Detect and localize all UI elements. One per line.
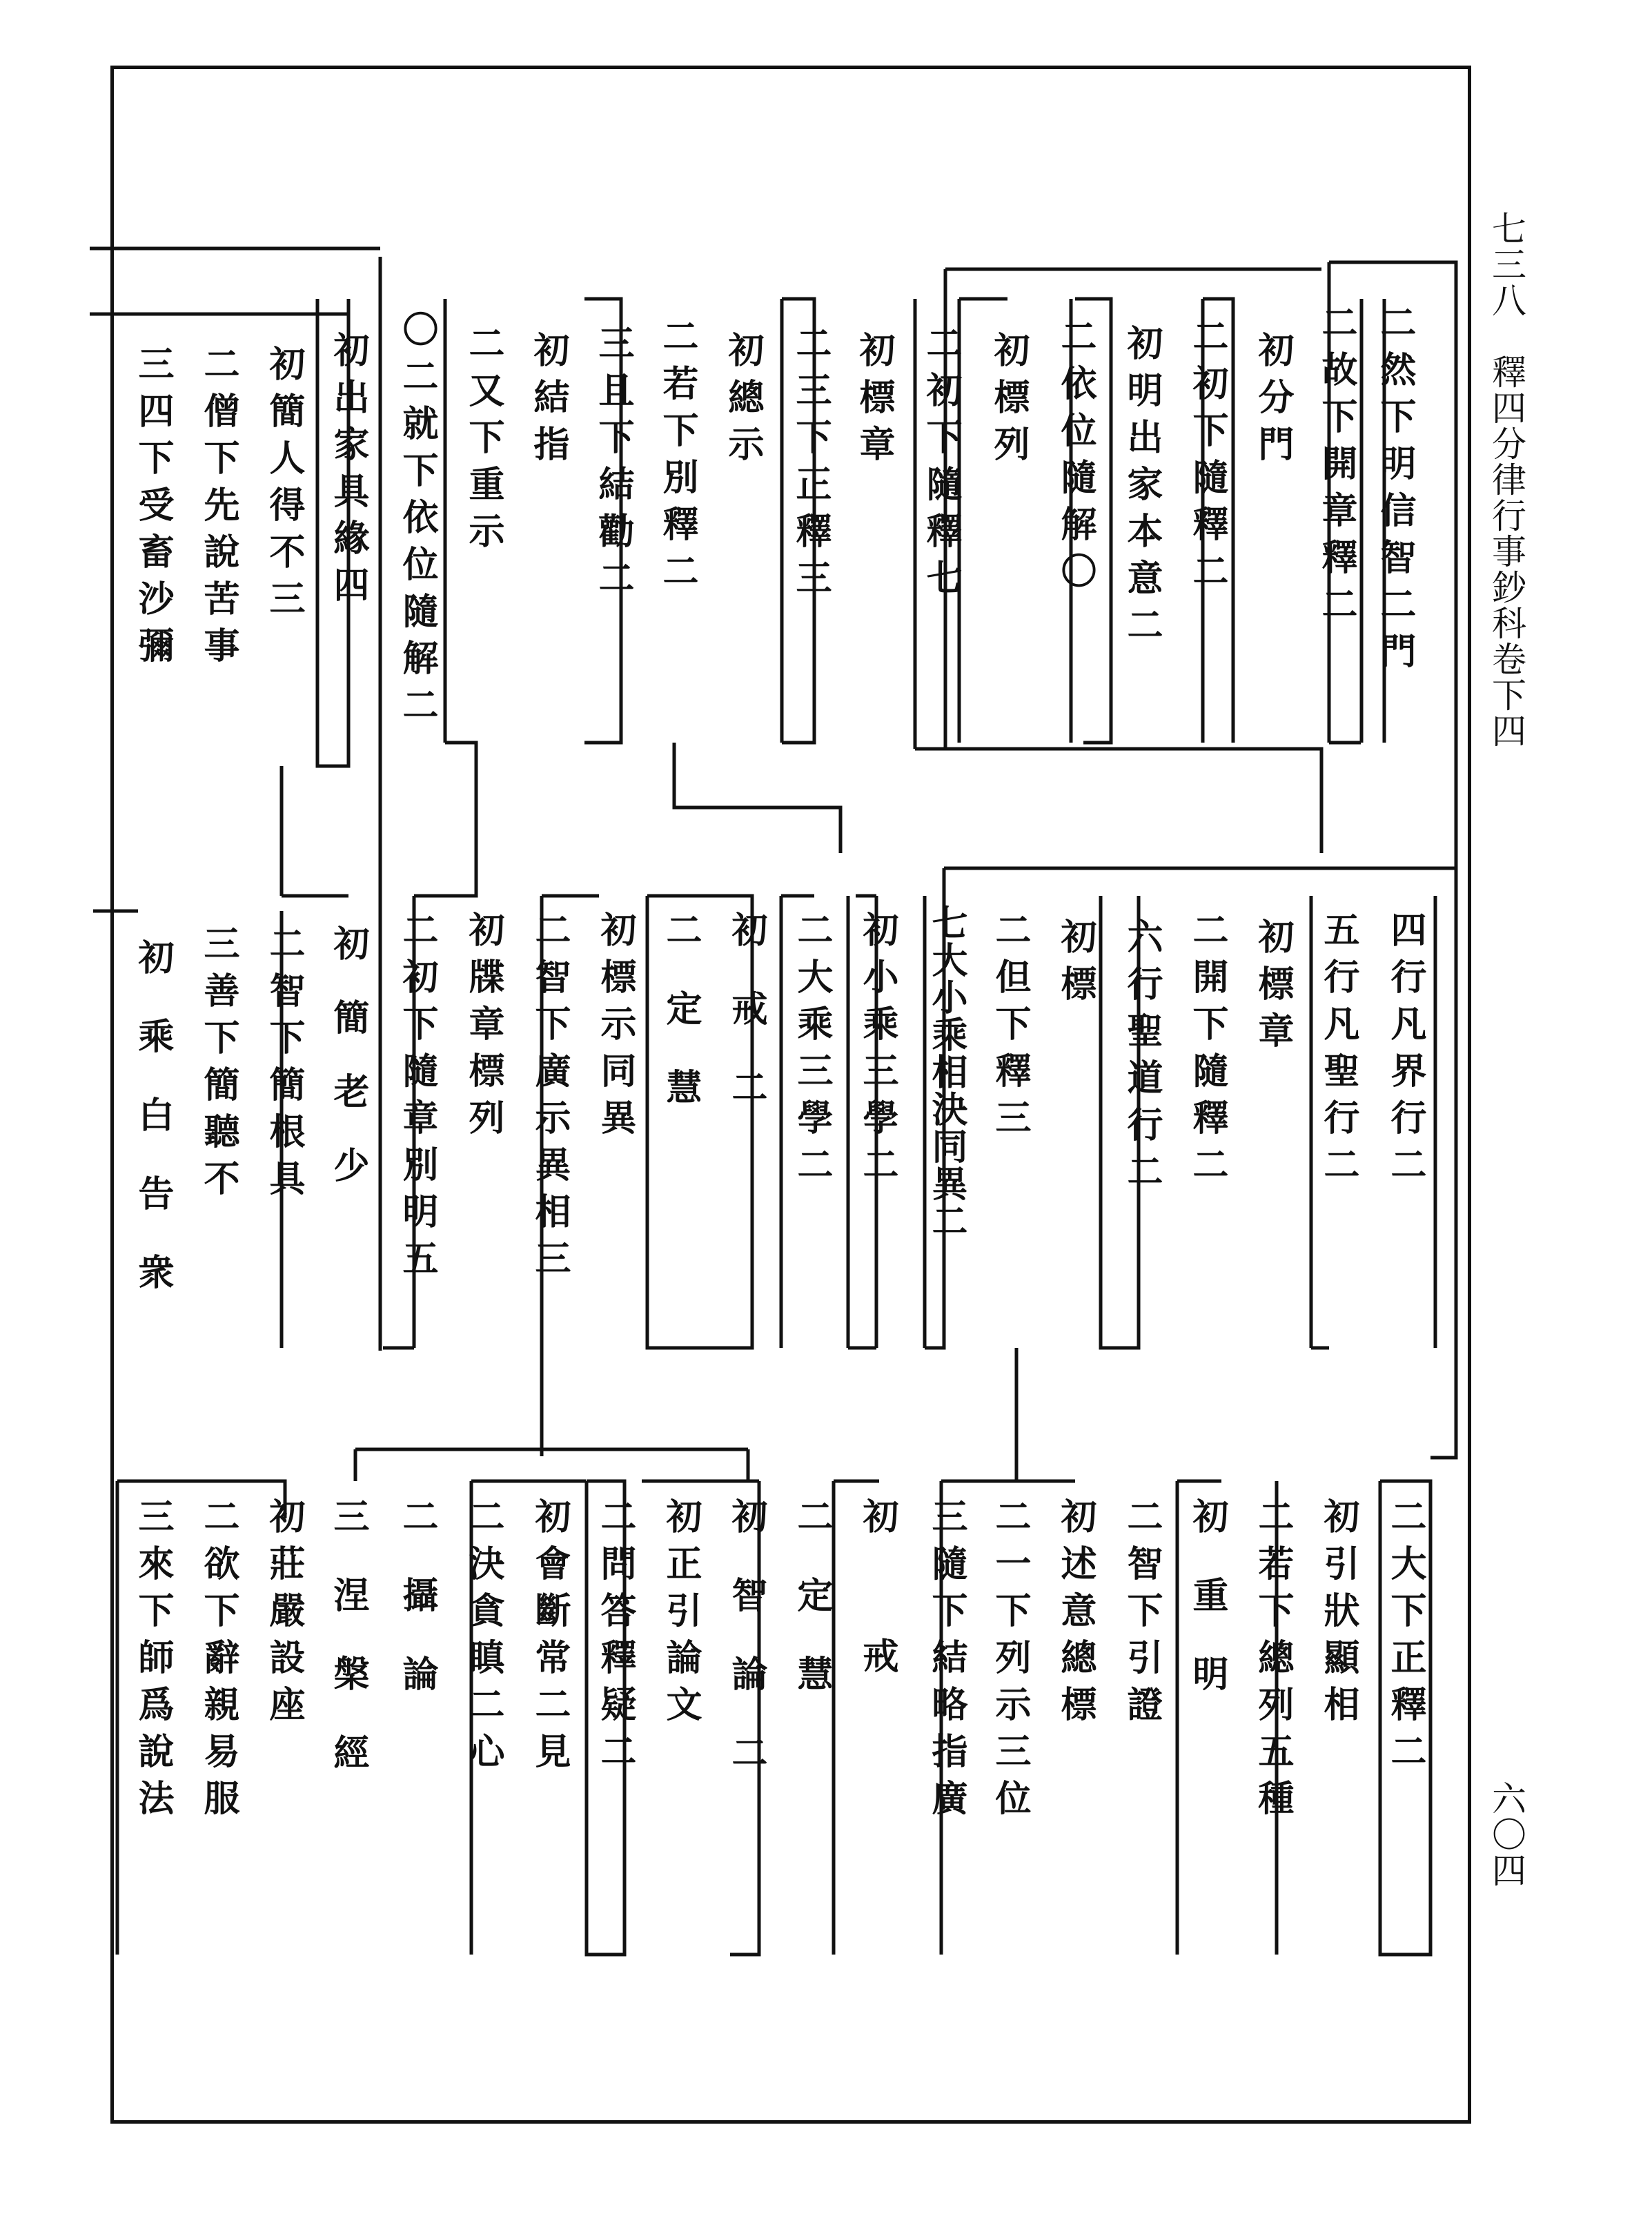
outline-item-r3-c3: 二若下總列五種 — [1252, 1498, 1294, 1826]
outline-item-r3-c14: 初會斷常二見 — [529, 1498, 571, 1779]
outline-item-r1-c15: 二又下重示 — [462, 324, 504, 559]
outline-item-r1-c4: 二初下隨釋二 — [1186, 317, 1228, 599]
outline-item-r2-c16: 二初下隨章別明五 — [396, 911, 438, 1286]
outline-item-r3-c11: 初智論二 — [725, 1498, 767, 1812]
outline-item-r3-c19: 二欲下辭親易服 — [197, 1498, 239, 1826]
outline-item-r3-c18: 初莊嚴設座 — [263, 1498, 305, 1732]
outline-item-r3-c6: 初述意總標 — [1054, 1498, 1097, 1732]
outline-item-r1-c14: 初結指 — [527, 331, 569, 472]
outline-item-r2-c5: 六行聖道行二 — [1121, 918, 1163, 1200]
page-number: 六〇四 — [1486, 1781, 1526, 1888]
outline-item-r3-c15: 二決貪瞋二心 — [462, 1498, 504, 1779]
outline-item-r3-c10: 二定慧 — [791, 1498, 833, 1734]
outline-item-r3-c1: 二大下正釋二 — [1384, 1498, 1426, 1779]
outline-item-r3-c2: 初引狀顯相 — [1317, 1498, 1359, 1732]
outline-item-r2-c15: 初牒章標列 — [462, 911, 504, 1146]
outline-item-r2-c10: 二大乘三學二 — [791, 911, 833, 1193]
outline-item-r2-c12: 二定慧 — [660, 911, 702, 1147]
outline-item-r2-c1: 四行凡界行二 — [1384, 911, 1426, 1193]
outline-item-r1-c7: 初標列 — [987, 331, 1030, 472]
outline-item-r1-c5: 初明出家本意二 — [1121, 324, 1163, 653]
outline-item-r1-c13: 三且下結勸二 — [592, 324, 634, 606]
outline-item-r1-c8: 二初下隨釋七 — [920, 324, 962, 606]
outline-item-r3-c20: 三來下師爲說法 — [132, 1498, 174, 1826]
outline-item-r2-c6: 初標 — [1054, 918, 1097, 1012]
outline-item-r3-c4: 初重明 — [1186, 1498, 1228, 1734]
outline-item-r3-c8: 三隨下結略指廣 — [925, 1498, 967, 1826]
outline-item-r1-c20: 三四下受畜沙彌 — [132, 345, 174, 674]
outline-item-r2-c3: 初標章 — [1252, 918, 1294, 1059]
outline-item-r1-c3: 初分門 — [1252, 331, 1294, 472]
outline-item-r1-c18: 初簡人得不三 — [263, 345, 305, 627]
outline-item-r2-c4: 二開下隨釋二 — [1186, 911, 1228, 1193]
outline-item-r3-c13: 二問答釋疑二 — [594, 1498, 636, 1779]
outline-item-r2-c14: 二智下廣示異相三 — [529, 911, 571, 1286]
outline-item-r1-c1: 二然下明信智二門 — [1374, 304, 1416, 679]
outline-item-r3-c5: 二智下引證 — [1121, 1498, 1163, 1732]
outline-item-r2-c7: 二但下釋三 — [989, 911, 1031, 1146]
outline-item-r2-c9: 初小乘三學二 — [856, 911, 898, 1193]
outline-item-r3-c7: 二一下列示三位 — [989, 1498, 1031, 1826]
outline-item-r1-c6: 二依位隨解〇 — [1054, 317, 1097, 599]
outline-item-r3-c12: 初正引論文 — [660, 1498, 702, 1732]
outline-item-r1-c2: 二故下開章釋二 — [1315, 304, 1357, 632]
outline-item-r3-c17: 三涅槃經 — [327, 1498, 369, 1812]
outline-item-r1-c11: 初總示 — [722, 331, 764, 472]
outline-item-r2-c20: 初乘白告衆 — [132, 939, 174, 1332]
outline-item-r1-c9: 初標章 — [853, 331, 895, 472]
outline-item-r1-c19: 二僧下先說苦事 — [197, 345, 239, 674]
outline-item-r2-c2: 五行凡聖行二 — [1317, 911, 1359, 1193]
outline-item-r1-c12: 二若下別釋二 — [656, 317, 698, 599]
outline-item-r3-c16: 二攝論 — [396, 1498, 438, 1734]
outline-item-r2-c17: 初簡老少 — [327, 925, 369, 1220]
outline-item-r2-c18: 二智下簡根具 — [263, 925, 305, 1206]
outline-item-r2-c8: 七大小乘相決同異二 — [925, 904, 967, 1240]
outline-item-r1-c10: 二三下正釋三 — [789, 324, 832, 606]
outline-item-r2-c11: 初戒二 — [725, 911, 767, 1147]
outline-item-r1-c16: 〇二就下依位隨解二 — [396, 311, 438, 733]
outline-item-r2-c19: 三善下簡聽不 — [197, 925, 239, 1206]
book-title: 七三八 釋四分律行事鈔科卷下四 — [1486, 211, 1526, 749]
outline-item-r1-c17: 初出家具緣四 — [327, 331, 369, 613]
outline-item-r2-c13: 初標示同異 — [594, 911, 636, 1146]
outline-item-r3-c9: 初戒 — [856, 1498, 898, 1776]
